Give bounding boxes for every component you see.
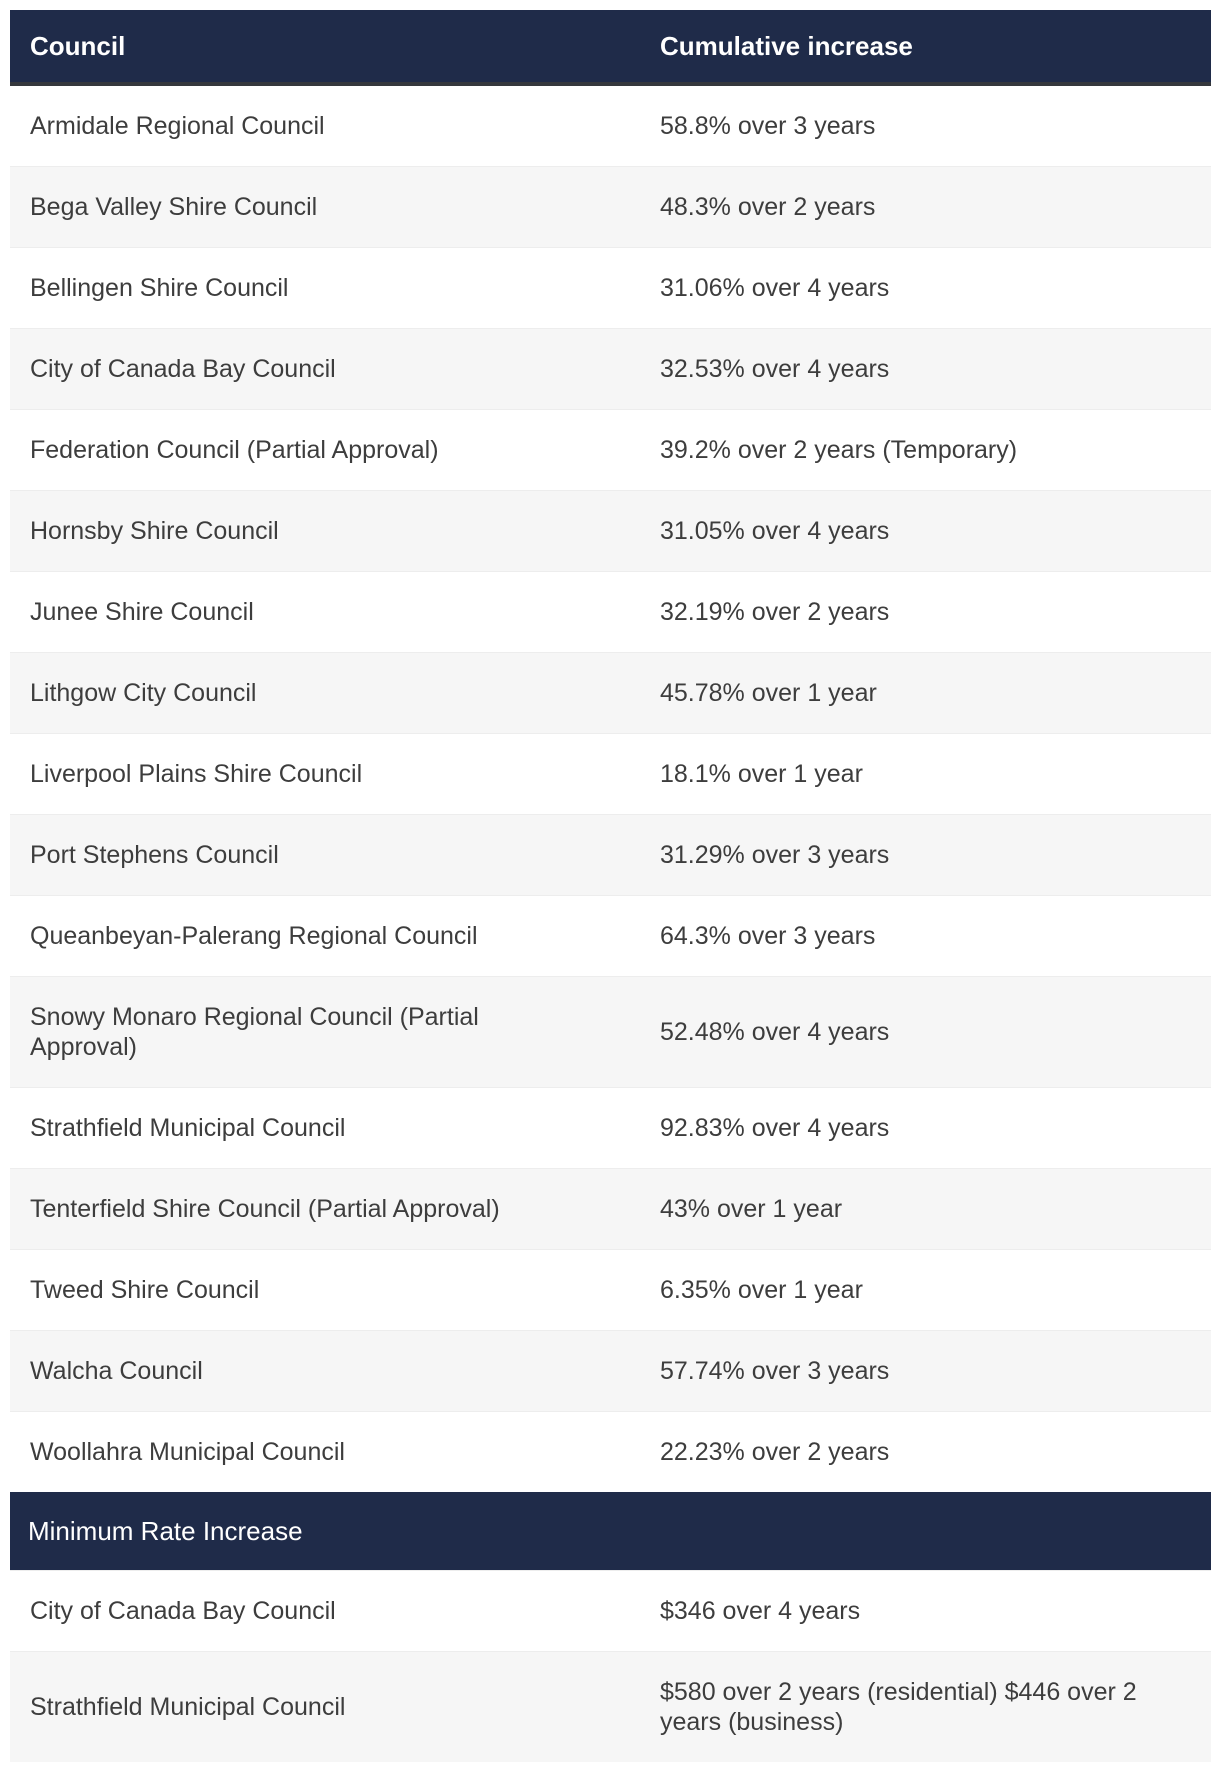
council-name-cell: Federation Council (Partial Approval) <box>10 410 640 491</box>
header-row <box>10 10 1211 84</box>
council-name-cell: City of Canada Bay Council <box>10 329 640 410</box>
table-row <box>10 84 1211 167</box>
section-header-row <box>10 1492 1211 1571</box>
table-row <box>10 653 1211 734</box>
increase-value-cell: $346 over 4 years <box>640 1571 1211 1652</box>
council-name-cell: Junee Shire Council <box>10 572 640 653</box>
increase-value-cell: 48.3% over 2 years <box>640 167 1211 248</box>
council-name-cell: Bellingen Shire Council <box>10 248 640 329</box>
increase-value-cell: 57.74% over 3 years <box>640 1331 1211 1412</box>
council-name-cell: Tweed Shire Council <box>10 1250 640 1331</box>
table-row <box>10 1169 1211 1250</box>
column-header-cumulative-increase: Cumulative increase <box>640 10 1211 84</box>
council-name-cell: Hornsby Shire Council <box>10 491 640 572</box>
table-row <box>10 572 1211 653</box>
increase-value-cell: 31.06% over 4 years <box>640 248 1211 329</box>
table-row <box>10 1250 1211 1331</box>
table-row <box>10 1088 1211 1169</box>
increase-value-cell: 43% over 1 year <box>640 1169 1211 1250</box>
table-row <box>10 329 1211 410</box>
table-row <box>10 1652 1211 1763</box>
column-header-council: Council <box>10 10 640 84</box>
council-name-cell: Queanbeyan-Palerang Regional Council <box>10 896 640 977</box>
increase-value-cell: $580 over 2 years (residential) $446 over 2 years (business) <box>640 1652 1211 1763</box>
increase-value-cell: 18.1% over 1 year <box>640 734 1211 815</box>
table-row <box>10 167 1211 248</box>
increase-value-cell: 32.53% over 4 years <box>640 329 1211 410</box>
table-row <box>10 410 1211 491</box>
table-row <box>10 1331 1211 1412</box>
increase-value-cell: 6.35% over 1 year <box>640 1250 1211 1331</box>
section-header-minimum-rate-increase: Minimum Rate Increase <box>10 1492 1211 1571</box>
increase-value-cell: 52.48% over 4 years <box>640 977 1211 1088</box>
table-body <box>10 84 1211 1762</box>
increase-value-cell: 22.23% over 2 years <box>640 1412 1211 1493</box>
council-name-cell: Tenterfield Shire Council (Partial Approval) <box>10 1169 640 1250</box>
council-name-cell: Bega Valley Shire Council <box>10 167 640 248</box>
council-name-cell: Strathfield Municipal Council <box>10 1652 640 1763</box>
increase-value-cell: 39.2% over 2 years (Temporary) <box>640 410 1211 491</box>
table-row <box>10 248 1211 329</box>
council-name-cell: Walcha Council <box>10 1331 640 1412</box>
increase-value-cell: 32.19% over 2 years <box>640 572 1211 653</box>
council-name-cell: Lithgow City Council <box>10 653 640 734</box>
table-row <box>10 734 1211 815</box>
council-rate-increase-table <box>10 10 1211 1762</box>
increase-value-cell: 92.83% over 4 years <box>640 1088 1211 1169</box>
council-name-cell: Strathfield Municipal Council <box>10 1088 640 1169</box>
increase-value-cell: 64.3% over 3 years <box>640 896 1211 977</box>
council-name-cell: City of Canada Bay Council <box>10 1571 640 1652</box>
table-row <box>10 491 1211 572</box>
increase-value-cell: 31.05% over 4 years <box>640 491 1211 572</box>
table-row <box>10 1571 1211 1652</box>
increase-value-cell: 58.8% over 3 years <box>640 84 1211 167</box>
table-row <box>10 977 1211 1088</box>
council-name-cell: Armidale Regional Council <box>10 84 640 167</box>
council-name-cell: Liverpool Plains Shire Council <box>10 734 640 815</box>
increase-value-cell: 45.78% over 1 year <box>640 653 1211 734</box>
council-name-cell: Port Stephens Council <box>10 815 640 896</box>
increase-value-cell: 31.29% over 3 years <box>640 815 1211 896</box>
council-name-cell: Snowy Monaro Regional Council (Partial Approval) <box>10 977 640 1088</box>
table-header <box>10 10 1211 84</box>
table-row <box>10 1412 1211 1493</box>
table-row <box>10 815 1211 896</box>
council-name-cell: Woollahra Municipal Council <box>10 1412 640 1493</box>
table-row <box>10 896 1211 977</box>
